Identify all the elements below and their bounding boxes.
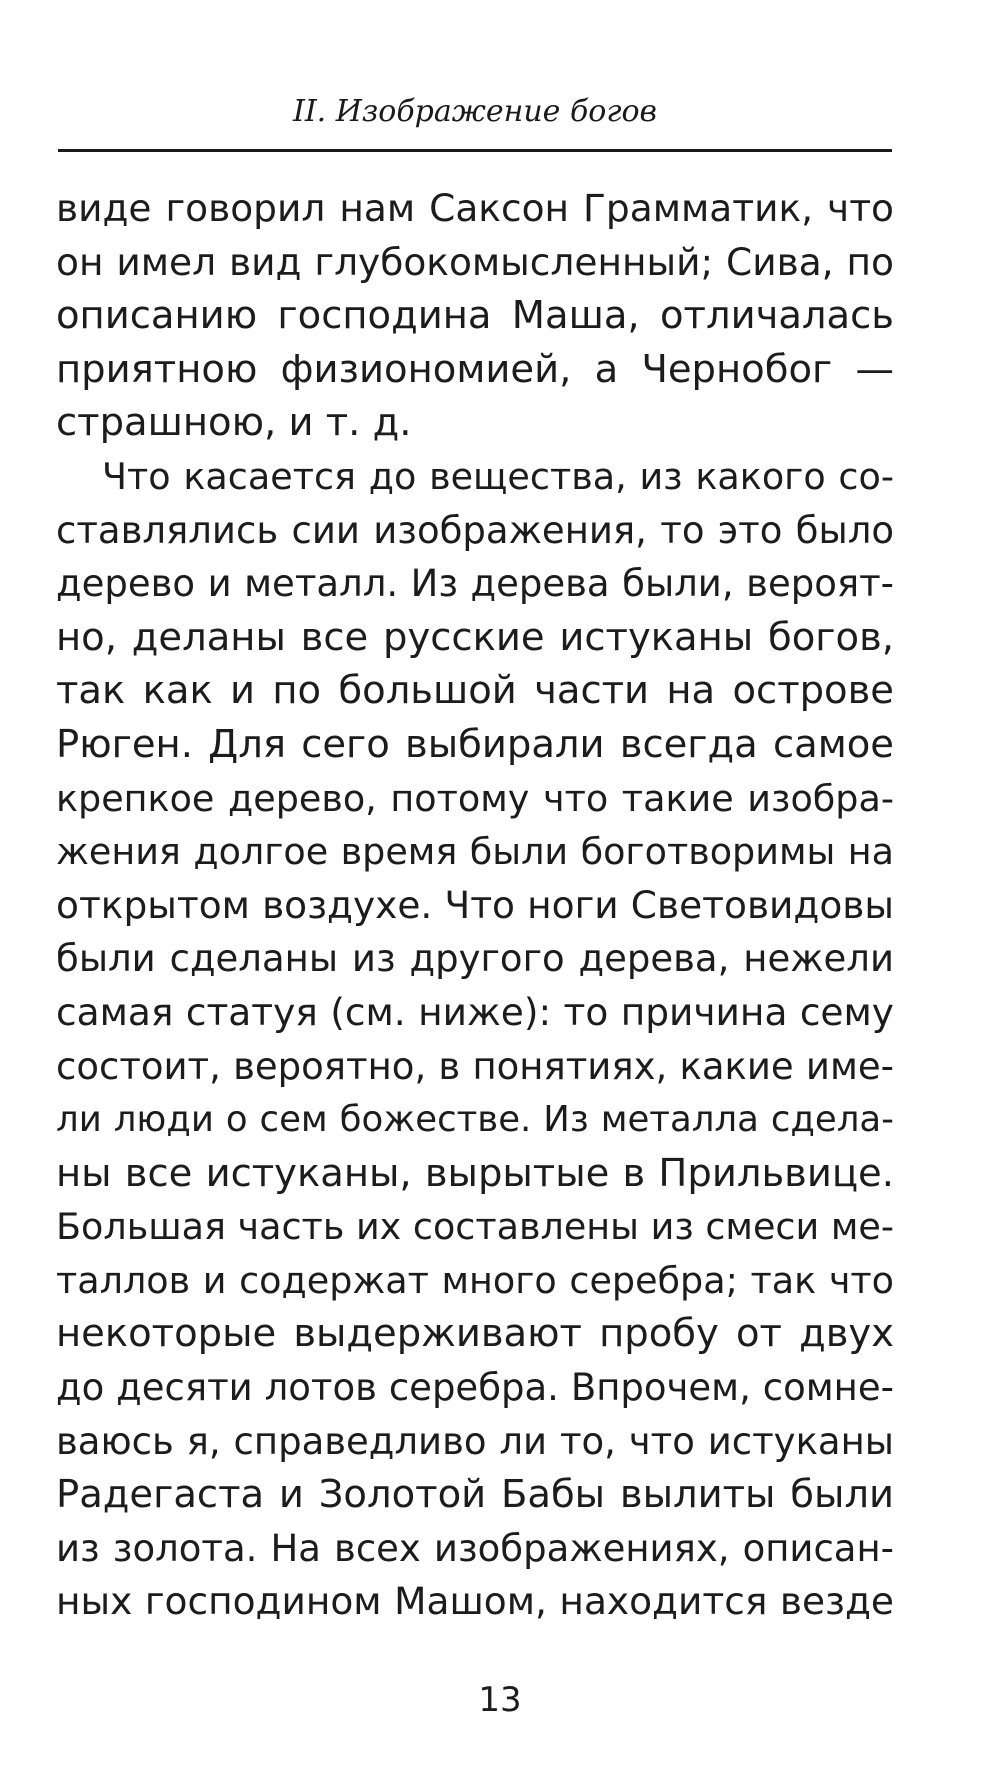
header-rule [58, 149, 892, 152]
text-line: дерево и металл. Из дерева были, вероят- [56, 562, 894, 606]
text-line: состоит, вероятно, в понятиях, какие име- [56, 1044, 894, 1088]
running-head: II. Изображение богов [292, 94, 658, 129]
text-line: жения долгое время были боготворимы на [56, 830, 894, 874]
text-line: так как и по большой части на острове [56, 668, 894, 714]
text-line: некоторые выдерживают пробу от двух [56, 1311, 894, 1357]
text-line: ставлялись сии изображения, то это было [56, 508, 894, 552]
text-line: но, деланы все русские истуканы богов, [56, 614, 894, 660]
text-line: Большая часть их составлены из смеси ме- [56, 1205, 894, 1249]
text-line: таллов и содержат много серебра; так что [56, 1258, 894, 1302]
text-line: виде говорил нам Саксон Грамматик, что [56, 186, 894, 230]
text-line: Радегаста и Золотой Бабы вылиты были [56, 1472, 894, 1518]
text-line: приятною физиономией, а Чернобог — [56, 346, 894, 392]
paragraph-last-line: страшною, и т. д. [56, 400, 412, 446]
paragraph-first-line: Что касается до вещества, из какого со- [102, 454, 894, 498]
page-number: 13 [478, 1680, 522, 1720]
text-line: Рюген. Для сего выбирали всегда самое [56, 721, 894, 767]
text-line: до десяти лотов серебра. Впрочем, сомне- [56, 1366, 894, 1410]
text-line: ли люди о сем божестве. Из металла сдела- [56, 1099, 894, 1141]
text-line: открытом воздухе. Что ноги Световидовы [56, 882, 894, 927]
text-line: ных господином Машом, находится везде [56, 1579, 894, 1624]
text-line: ны все истуканы, вырытые в Прильвице. [56, 1150, 894, 1196]
body-text [56, 182, 894, 1629]
text-line: самая статуя (см. ниже): то причина сему [56, 989, 894, 1034]
text-line: ваюсь я, справедливо ли то, что истуканы [56, 1419, 894, 1463]
text-line: описанию господина Маша, отличалась [56, 293, 894, 339]
text-line: были сделаны из другого дерева, нежели [56, 937, 894, 981]
text-line: крепкое дерево, потому что такие изобра- [56, 776, 894, 820]
text-line: из золота. На всех изображениях, описан- [56, 1526, 894, 1570]
text-line: он имел вид глубокомысленный; Сива, по [56, 239, 894, 284]
